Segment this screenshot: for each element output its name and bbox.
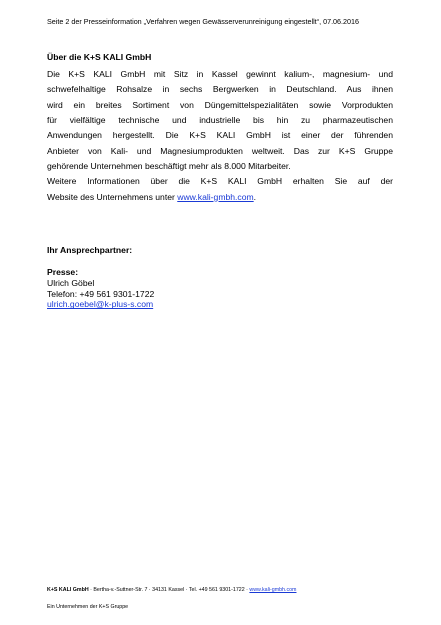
- page-footer: [47, 587, 296, 594]
- press-contact: [47, 267, 154, 310]
- website-link[interactable]: www.kali-gmbh.com: [177, 191, 254, 202]
- footer-website-link[interactable]: www.kali-gmbh.com: [249, 587, 297, 593]
- website-suffix: .: [253, 191, 257, 202]
- about-line: gehörende Unternehmen beschäftigt mehr als 8.000 Mitarbeiter.: [47, 161, 291, 172]
- about-website-line: [47, 190, 393, 205]
- contact-email-link[interactable]: ulrich.goebel@k-plus-s.com: [47, 299, 154, 310]
- about-line: Die K+S KALI GmbH mit Sitz in Kassel gewinnt kalium-, magnesium- und: [47, 69, 393, 79]
- about-line: für vielfältige technische und industrielle bis hin zu pharmazeutischen: [47, 115, 393, 126]
- footer-company: K+S KALI GmbH: [47, 587, 89, 593]
- contact-phone: Telefon: +49 561 9301-1722: [47, 288, 155, 299]
- press-label: Presse:: [47, 267, 79, 277]
- website-prefix: Website des Unternehmens unter: [47, 191, 178, 202]
- about-line: schwefelhaltige Rohsalze in sechs Bergwerken in Deutschland. Aus ihnen: [47, 84, 393, 95]
- footer-address: · Bertha-v.-Suttner-Str. 7 · 34131 Kassel · Tel. +49 561 9301-1722 ·: [88, 587, 250, 593]
- about-section: [47, 51, 393, 205]
- about-heading: Über die K+S KALI GmbH: [47, 52, 152, 62]
- page-header: Seite 2 der Presseinformation „Verfahren wegen Gewässerverunreinigung eingestellt“, 07.06.2016: [47, 17, 360, 26]
- footer-subline: Ein Unternehmen der K+S Gruppe: [47, 604, 129, 610]
- about-line: Anwendungen hergestellt. Die K+S KALI GmbH ist einer der führenden: [47, 130, 393, 141]
- about-line: wird ein breites Sortiment von Düngemittelspezialitäten sowie Vorprodukten: [47, 99, 393, 110]
- about-line: Weitere Informationen über die K+S KALI GmbH erhalten Sie auf der: [47, 176, 393, 187]
- contact-heading: Ihr Ansprechpartner:: [47, 245, 133, 255]
- contact-name: Ulrich Göbel: [47, 277, 95, 288]
- about-line: Anbieter von Kali- und Magnesiumprodukten weltweit. Das zur K+S Gruppe: [47, 145, 393, 156]
- about-paragraph: [47, 67, 393, 205]
